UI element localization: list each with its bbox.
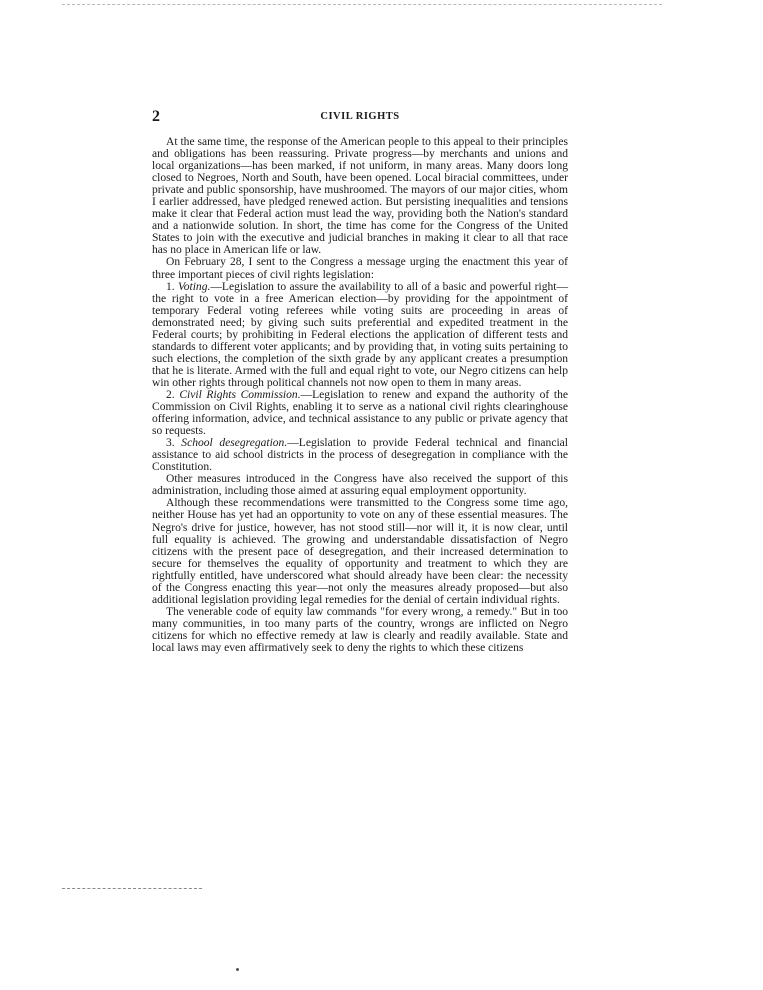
list-item-title: School desegregation. (181, 437, 288, 450)
paragraph-2: On February 28, I sent to the Congress a message urging the enactment this year of three important pieces of civil rights legislation: (152, 256, 568, 281)
page-header (152, 108, 568, 128)
list-item-title: Civil Rights Commission. (179, 388, 301, 401)
scan-artifact-top-rule (62, 4, 662, 5)
paragraph-1: At the same time, the response of the American people to this appeal to their principles and obligations has been reassuring. Private progress—by merchants and unions and local organizations—has been marked, if not uniform, in many areas. Many doors long closed to Negroes, North and South, have been opened. Local biracial committees, under private and public sponsorship, have mushroomed. The mayors of our major cities, whom I earlier addressed, have pledged renewed action. But persisting inequalities and tensions make it clear that Federal action must lead the way, providing both the Nation's standard and a nationwide solution. In short, the time has come for the Congress of the United States to join with the executive and judicial branches in making it clear to all that race has no place in American life or law. (152, 136, 568, 257)
scan-artifact-dot (236, 968, 239, 971)
list-item-number: 3. (166, 437, 175, 450)
list-item-school-desegregation (152, 437, 568, 473)
body-text (152, 136, 568, 654)
scan-artifact-bottom-rule (62, 888, 202, 889)
list-item-number: 1. (166, 280, 175, 293)
list-item-number: 2. (166, 388, 175, 401)
list-item-text: —Legislation to assure the availability to all of a basic and powerful right—the right to vote in a free American election—by providing for the appointment of temporary Federal voting referees while voting suits are proceeding in areas of demonstrated need; by giving such suits preferential and expedited treatment in the Federal courts; by prohibiting in Federal elections the application of different tests and standards to different voter applicants; and by providing that, in voting suits pertaining to such elections, the completion of the sixth grade by any applicant creates a presumption that he is literate. Armed with the full and equal right to vote, our Negro citizens can help win other rights through political channels not now open to them in many areas. (152, 280, 568, 389)
page-number: 2 (152, 108, 160, 125)
list-item-voting (152, 281, 568, 389)
paragraph-recommendations: Although these recommendations were transmitted to the Congress some time ago, neither House has yet had an opportunity to vote on any of these essential measures. The Negro's drive for justice, however, has not stood still—nor will it, it is now clear, until full equality is achieved. The growing and understandable dissatisfaction of Negro citizens with the present pace of desegregation, and their increased determination to secure for themselves the equality of opportunity and treatment to which they are rightfully entitled, have underscored what should already have been clear: the necessity of the Congress enacting this year—not only the measures already proposed—but also additional legislation providing legal remedies for the denial of certain individual rights. (152, 497, 568, 606)
paragraph-other-measures: Other measures introduced in the Congress have also received the support of this administration, including those aimed at assuring equal employment opportunity. (152, 473, 568, 498)
list-item-text: —Legislation to renew and expand the authority of the Commission on Civil Rights, enabling it to serve as a national civil rights clearinghouse offering information, advice, and technical assistance to any public or private agency that so requests. (152, 388, 568, 438)
list-item-text: —Legislation to provide Federal technical and financial assistance to aid school districts in the process of desegregation in compliance with the Constitution. (152, 437, 568, 474)
list-item-civil-rights-commission (152, 389, 568, 437)
list-item-title: Voting. (177, 280, 211, 293)
running-head: CIVIL RIGHTS (320, 111, 400, 122)
paragraph-equity-law: The venerable code of equity law commands "for every wrong, a remedy." But in too many communities, in too many parts of the country, wrongs are inflicted on Negro citizens for which no effective remedy at law is clearly and readily available. State and local laws may even affirmatively seek to deny the rights to which these citizens (152, 605, 568, 654)
